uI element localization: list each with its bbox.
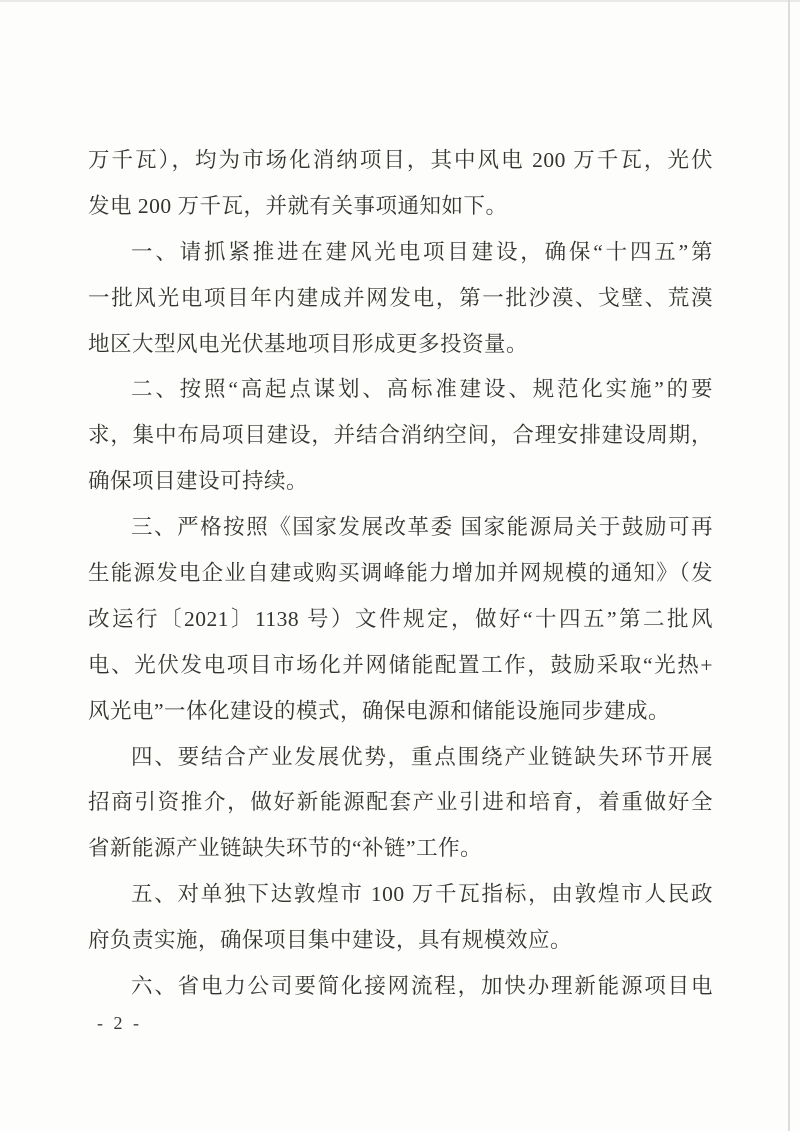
text-line: 万千瓦），均为市场化消纳项目，其中风电 200 万千瓦，光伏 bbox=[88, 148, 713, 172]
text-line: 发电 200 万千瓦，并就有关事项通知如下。 bbox=[88, 193, 508, 218]
page-right-edge bbox=[788, 0, 790, 1131]
text-line: 电、光伏发电项目市场化并网储能配置工作，鼓励采取“光热+ bbox=[88, 652, 713, 677]
text-line: 改运行〔2021〕1138 号）文件规定，做好“十四五”第二批风 bbox=[88, 606, 713, 631]
text-line: 风光电”一体化建设的模式，确保电源和储能设施同步建成。 bbox=[88, 698, 671, 723]
text-line: 确保项目建设可持续。 bbox=[88, 469, 309, 494]
text-line: 招商引资推介，做好新能源配套产业引进和培育，着重做好全 bbox=[88, 790, 713, 815]
text-line: 四、要结合产业发展优势，重点围绕产业链缺失环节开展 bbox=[131, 744, 713, 769]
text-line: 三、严格按照《国家发展改革委 国家能源局关于鼓励可再 bbox=[131, 515, 713, 540]
text-line: 五、对单独下达敦煌市 100 万千瓦指标，由敦煌市人民政 bbox=[131, 882, 713, 907]
document-body bbox=[88, 138, 713, 1010]
text-line: 求，集中布局项目建设，并结合消纳空间，合理安排建设周期， bbox=[88, 423, 713, 448]
text-line: 六、省电力公司要简化接网流程，加快办理新能源项目电 bbox=[131, 974, 713, 999]
text-line: 一、请抓紧推进在建风光电项目建设，确保“十四五”第 bbox=[131, 239, 713, 264]
text-line: 一批风光电项目年内建成并网发电，第一批沙漠、戈壁、荒漠 bbox=[88, 285, 713, 310]
text-line: 省新能源产业链缺失环节的“补链”工作。 bbox=[88, 836, 483, 861]
page-number: - 2 - bbox=[97, 1013, 142, 1033]
text-line: 府负责实施，确保项目集中建设，具有规模效应。 bbox=[88, 928, 573, 953]
page-top-edge bbox=[0, 0, 800, 2]
text-line: 生能源发电企业自建或购买调峰能力增加并网规模的通知》（发 bbox=[88, 561, 713, 586]
text-line: 二、按照“高起点谋划、高标准建设、规范化实施”的要 bbox=[131, 377, 713, 402]
text-line: 地区大型风电光伏基地项目形成更多投资量。 bbox=[88, 331, 529, 356]
